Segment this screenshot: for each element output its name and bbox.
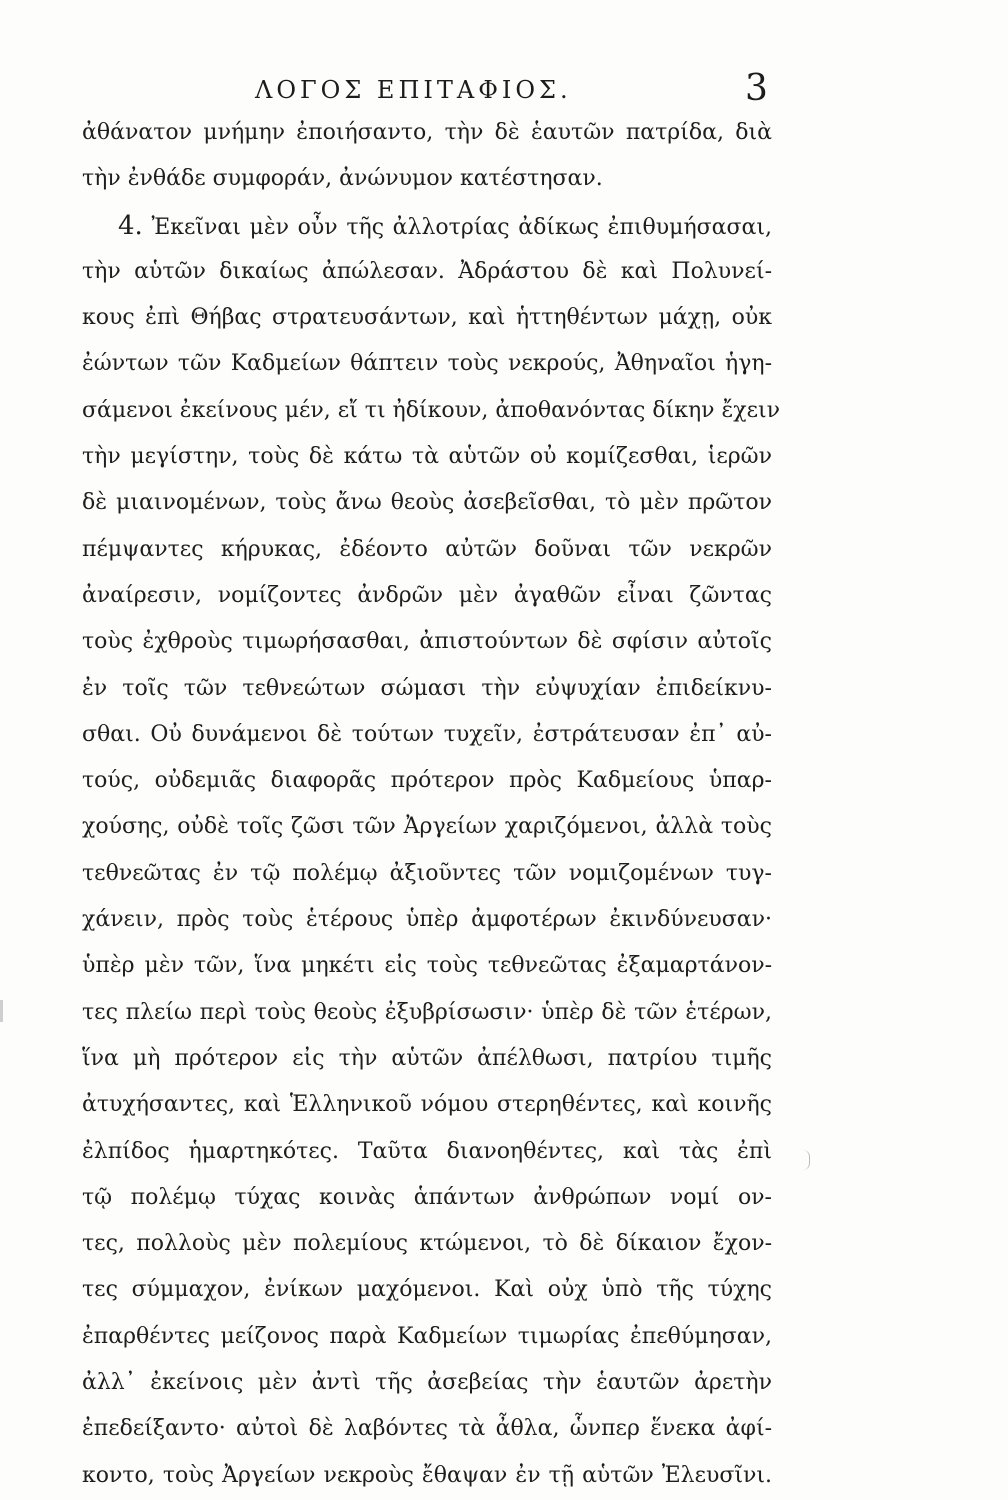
text-line: σθαι. Οὐ δυνάμενοι δὲ τούτων τυχεῖν, ἐστράτευσαν ἐπ᾽ αὐ- [82,721,772,747]
text-line: τὴν αὑτῶν δικαίως ἀπώλεσαν. Ἀδράστου δὲ καὶ Πολυνεί- [82,258,772,284]
margin-bracket-mark [803,1150,810,1170]
text-line: τὴν μεγίστην, τοὺς δὲ κάτω τὰ αὑτῶν οὐ κομίζεσθαι, ἱερῶν [82,444,772,470]
text-line: τούς, οὐδεμιᾶς διαφορᾶς πρότερον πρὸς Καδμείους ὑπαρ- [82,768,772,794]
page-header [0,68,1008,108]
text-line: ἀλλ᾽ ἐκείνοις μὲν ἀντὶ τῆς ἀσεβείας τὴν ἑαυτῶν ἀρετὴν [82,1370,772,1396]
text-line-content: Ἐκεῖναι μὲν οὖν τῆς ἀλλοτρίας ἀδίκως ἐπιθυμήσασαι, [151,214,772,240]
text-line: τὴν ἐνθάδε συμφοράν, ἀνώνυμον κατέστησαν. [82,166,603,192]
running-title: ΛΟΓΟΣ ΕΠΙΤΑΦΙΟΣ. [255,76,572,104]
text-line: ἵνα μὴ πρότερον εἰς τὴν αὑτῶν ἀπέλθωσι, πατρίου τιμῆς [82,1045,772,1071]
text-line: χούσης, οὐδὲ τοῖς ζῶσι τῶν Ἀργείων χαριζόμενοι, ἀλλὰ τοὺς [82,814,772,840]
text-line: κους ἐπὶ Θήβας στρατευσάντων, καὶ ἡττηθέντων μάχῃ, οὐκ [82,305,772,331]
text-line: πέμψαντες κήρυκας, ἐδέοντο αὐτῶν δοῦναι τῶν νεκρῶν [82,536,772,562]
text-line: ἐλπίδος ἡμαρτηκότες. Ταῦτα διανοηθέντες, καὶ τὰς ἐπὶ [82,1138,772,1164]
text-line: χάνειν, πρὸς τοὺς ἑτέρους ὑπὲρ ἀμφοτέρων ἐκινδύνευσαν· [82,907,772,933]
text-line: ἀναίρεσιν, νομίζοντες ἀνδρῶν μὲν ἀγαθῶν εἶναι ζῶντας [82,582,772,608]
text-line: τες σύμμαχον, ἐνίκων μαχόμενοι. Καὶ οὐχ ὑπὸ τῆς τύχης [82,1277,772,1303]
text-line: τῷ πολέμῳ τύχας κοινὰς ἁπάντων ἀνθρώπων νομί ον- [82,1184,772,1210]
page-edge-mark [0,1000,3,1022]
section-number: 4. [118,210,143,241]
text-line: ἐπαρθέντες μείζονος παρὰ Καδμείων τιμωρίας ἐπεθύμησαν, [82,1323,772,1349]
text-line: τες, πολλοὺς μὲν πολεμίους κτώμενοι, τὸ δὲ δίκαιον ἔχον- [82,1231,772,1257]
text-line: ἐώντων τῶν Καδμείων θάπτειν τοὺς νεκρούς, Ἀθηναῖοι ἡγη- [82,351,772,377]
text-line: ἐν τοῖς τῶν τεθνεώτων σώμασι τὴν εὐψυχίαν ἐπιδείκνυ- [82,675,772,701]
text-line: σάμενοι ἐκείνους μέν, εἴ τι ἠδίκουν, ἀποθανόντας δίκην ἔχειν [82,397,781,423]
text-line: δὲ μιαινομένων, τοὺς ἄνω θεοὺς ἀσεβεῖσθαι, τὸ μὲν πρῶτον [82,490,772,516]
text-line-section-start [82,203,772,249]
text-line: ὑπὲρ μὲν τῶν, ἵνα μηκέτι εἰς τοὺς τεθνεῶτας ἐξαμαρτάνον- [82,953,772,979]
text-line: τες πλείω περὶ τοὺς θεοὺς ἐξυβρίσωσιν· ὑπὲρ δὲ τῶν ἑτέρων, [82,999,772,1025]
page-number: 3 [745,68,768,109]
text-line: τοὺς ἐχθροὺς τιμωρήσασθαι, ἀπιστούντων δὲ σφίσιν αὐτοῖς [82,629,772,655]
text-line: κοντο, τοὺς Ἀργείων νεκροὺς ἔθαψαν ἐν τῇ αὑτῶν Ἐλευσῖνι. [82,1462,772,1488]
greek-text-body [82,110,781,1499]
text-line: ἐπεδείξαντο· αὐτοὶ δὲ λαβόντες τὰ ἆθλα, ὧνπερ ἕνεκα ἀφί- [82,1416,772,1442]
text-line: ἀθάνατον μνήμην ἐποιήσαντο, τὴν δὲ ἑαυτῶν πατρίδα, διὰ [82,120,772,145]
text-line: τεθνεῶτας ἐν τῷ πολέμῳ ἀξιοῦντες τῶν νομιζομένων τυγ- [82,860,772,886]
text-line: ἀτυχήσαντες, καὶ Ἑλληνικοῦ νόμου στερηθέντες, καὶ κοινῆς [82,1092,772,1118]
